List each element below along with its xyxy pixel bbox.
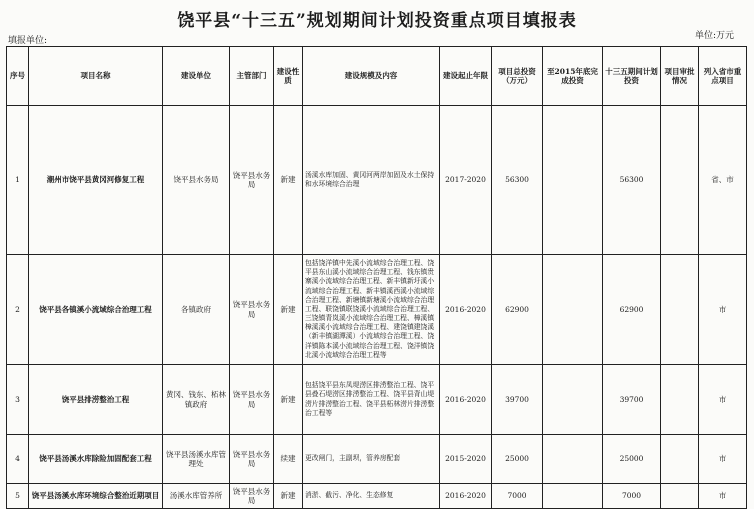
cell-total: 39700 <box>492 365 543 435</box>
cell-years: 2015-2020 <box>440 435 492 484</box>
unit-label: 单位:万元 <box>694 31 734 41</box>
cell-dept: 饶平县水务局 <box>230 106 274 255</box>
cell-years: 2016-2020 <box>440 255 492 365</box>
cell-plan: 39700 <box>603 365 661 435</box>
cell-approval <box>661 106 699 255</box>
cell-done2015 <box>543 255 603 365</box>
cell-scope: 更改闸门，主副坝，管养房配套 <box>303 435 440 484</box>
col-header-plan: 十三五期间计划投资 <box>603 47 661 106</box>
table-header-row <box>7 47 747 106</box>
cell-years: 2016-2020 <box>440 484 492 509</box>
cell-nature: 新建 <box>274 255 303 365</box>
cell-total: 56300 <box>492 106 543 255</box>
cell-unit: 黄冈、钱东、柘林镇政府 <box>163 365 230 435</box>
cell-done2015 <box>543 106 603 255</box>
table-row <box>7 484 747 509</box>
cell-key: 省、市 <box>699 106 747 255</box>
col-header-years: 建设起止年限 <box>440 47 492 106</box>
cell-plan: 56300 <box>603 106 661 255</box>
filler-label: 填报单位: <box>8 36 48 46</box>
cell-unit: 饶平县汤溪水库管理处 <box>163 435 230 484</box>
cell-nature: 续建 <box>274 435 303 484</box>
cell-scope: 汤溪水库加固、黄冈河两岸加固及水土保持和水环境综合治理 <box>303 106 440 255</box>
table-row <box>7 255 747 365</box>
cell-dept: 饶平县水务局 <box>230 255 274 365</box>
cell-project-name: 饶平县各镇溪小流域综合治理工程 <box>29 255 163 365</box>
cell-project-name: 饶平县汤溪水库除险加固配套工程 <box>29 435 163 484</box>
col-header-done2015: 至2015年底完成投资 <box>543 47 603 106</box>
cell-no: 1 <box>7 106 29 255</box>
cell-no: 5 <box>7 484 29 509</box>
cell-key: 市 <box>699 255 747 365</box>
cell-unit: 各镇政府 <box>163 255 230 365</box>
cell-no: 3 <box>7 365 29 435</box>
cell-dept: 饶平县水务局 <box>230 484 274 509</box>
cell-key: 市 <box>699 365 747 435</box>
cell-key: 市 <box>699 435 747 484</box>
cell-nature: 新建 <box>274 106 303 255</box>
col-header-dept: 主管部门 <box>230 47 274 106</box>
col-header-key: 列入省市重点项目 <box>699 47 747 106</box>
page-title: 饶平县“十三五”规划期间计划投资重点项目填报表 <box>177 11 577 31</box>
col-header-nature: 建设性质 <box>274 47 303 106</box>
cell-project-name: 潮州市饶平县黄冈河修复工程 <box>29 106 163 255</box>
cell-plan: 7000 <box>603 484 661 509</box>
cell-total: 25000 <box>492 435 543 484</box>
cell-years: 2017-2020 <box>440 106 492 255</box>
cell-done2015 <box>543 484 603 509</box>
cell-no: 2 <box>7 255 29 365</box>
cell-total: 62900 <box>492 255 543 365</box>
cell-nature: 新建 <box>274 484 303 509</box>
cell-project-name: 饶平县汤溪水库环境综合整治近期项目 <box>29 484 163 509</box>
cell-plan: 62900 <box>603 255 661 365</box>
col-header-total: 项目总投资（万元） <box>492 47 543 106</box>
cell-total: 7000 <box>492 484 543 509</box>
col-header-scope: 建设规模及内容 <box>303 47 440 106</box>
cell-years: 2016-2020 <box>440 365 492 435</box>
cell-dept: 饶平县水务局 <box>230 365 274 435</box>
cell-approval <box>661 484 699 509</box>
cell-unit: 饶平县水务局 <box>163 106 230 255</box>
cell-dept: 饶平县水务局 <box>230 435 274 484</box>
cell-unit: 汤溪水库管养所 <box>163 484 230 509</box>
table-row <box>7 106 747 255</box>
cell-project-name: 饶平县排涝整治工程 <box>29 365 163 435</box>
cell-nature: 新建 <box>274 365 303 435</box>
cell-scope: 包括饶洋镇中先溪小流域综合治理工程、饶平县东山溪小流域综合治理工程、钱东镇贵寨溪小流域综合治理工程、新丰镇新圩溪小流域综合治理工程、新丰镇溪西溪小流域综合治理工程、新塘镇新塘溪小流域综合治理工程、联饶镇联饶溪小流域综合治理工程、三饶镇青岚溪小流域综合治理工程、樟溪镇樟溪溪小流域综合治理工程、建饶镇建饶溪（新丰镇湖潭溪）小流域综合治理工程、饶洋镇陈本溪小流域综合治理工程、饶洋镇饶北溪小流域综合治理工程等 <box>303 255 440 365</box>
table-row <box>7 365 747 435</box>
col-header-unit: 建设单位 <box>163 47 230 106</box>
cell-scope: 消淤、截污、净化、生态修复 <box>303 484 440 509</box>
cell-no: 4 <box>7 435 29 484</box>
cell-approval <box>661 365 699 435</box>
col-header-approval: 项目审批情况 <box>661 47 699 106</box>
cell-done2015 <box>543 435 603 484</box>
cell-scope: 包括饶平县东凤堤涝区排涝整治工程、饶平县叠石堤涝区排涝整治工程、饶平县背山堤涝片排涝整治工程、饶平县柘林涝片排涝整治工程等 <box>303 365 440 435</box>
col-header-no: 序号 <box>7 47 29 106</box>
cell-approval <box>661 435 699 484</box>
table-row <box>7 435 747 484</box>
cell-plan: 25000 <box>603 435 661 484</box>
cell-done2015 <box>543 365 603 435</box>
project-table <box>6 46 747 509</box>
col-header-name: 项目名称 <box>29 47 163 106</box>
cell-approval <box>661 255 699 365</box>
cell-key: 市 <box>699 484 747 509</box>
